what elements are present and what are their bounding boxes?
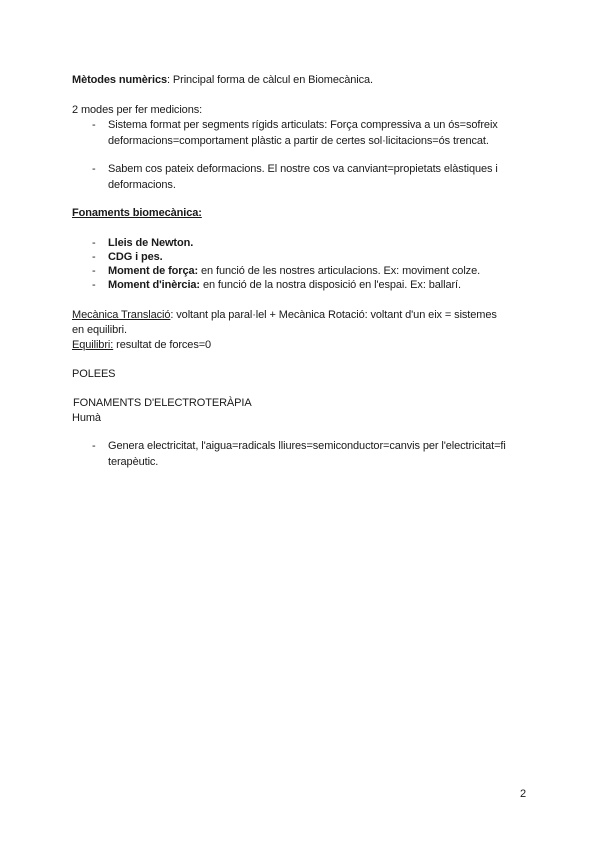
fonaments-item-3-bold: Moment de força:: [108, 265, 199, 277]
metodes-paragraph: [72, 72, 373, 88]
list-dash: -: [92, 119, 96, 131]
list-dash: -: [92, 265, 96, 277]
fonaments-item-3-text: en funció de les nostres articulacions. Ex: moviment colze.: [198, 265, 481, 277]
metodes-text: : Principal forma de càlcul en Biomecànica.: [166, 74, 374, 86]
mecanica-line-1: [72, 307, 497, 323]
modes-item-1-line-2: deformacions=comportament plàstic a partir de certes sol·licitacions=ós trencat.: [108, 135, 489, 147]
polees-heading: POLEES: [72, 368, 116, 380]
electro-subheading: Humà: [72, 412, 101, 424]
electro-item-line-1: Genera electricitat, l'aigua=radicals lliures=semiconductor=canvis per l'electricitat=fi: [108, 440, 506, 452]
modes-item-2-line-2: deformacions.: [108, 179, 176, 191]
mecanica-translacio-text: : voltant pla paral·lel + Mecànica Rotació: voltant d'un eix = sistemes: [170, 309, 497, 321]
fonaments-heading: Fonaments biomecànica:: [72, 207, 202, 219]
electro-item-line-2: terapèutic.: [108, 456, 159, 468]
list-dash: -: [92, 163, 96, 175]
fonaments-item-4-bold: Moment d'inèrcia:: [108, 279, 200, 291]
fonaments-item-4-text: en funció de la nostra disposició en l'espai. Ex: ballarí.: [199, 279, 461, 291]
modes-intro: 2 modes per fer medicions:: [72, 104, 203, 116]
mecanica-translacio-term: Mecànica Translació: [72, 309, 171, 321]
fonaments-item-1-bold: Lleis de Newton.: [108, 237, 194, 249]
modes-item-1-line-1: Sistema format per segments rígids articulats: Força compressiva a un ós=sofreix: [108, 119, 498, 131]
mecanica-line-2: en equilibri.: [72, 324, 127, 336]
metodes-term: Mètodes numèrics: [72, 74, 167, 86]
equilibri-term: Equilibri:: [72, 339, 114, 351]
list-dash: -: [92, 237, 96, 249]
fonaments-item-4: [108, 277, 461, 293]
list-dash: -: [92, 440, 96, 452]
fonaments-item-2-bold: CDG i pes.: [108, 251, 163, 263]
electro-heading: FONAMENTS D'ELECTROTERÀPIA: [73, 397, 252, 409]
page-number: 2: [520, 788, 527, 800]
list-dash: -: [92, 279, 96, 291]
equilibri-line: [72, 337, 211, 353]
list-dash: -: [92, 251, 96, 263]
modes-item-2-line-1: Sabem cos pateix deformacions. El nostre cos va canviant=propietats elàstiques i: [108, 163, 498, 175]
equilibri-text: resultat de forces=0: [113, 339, 212, 351]
